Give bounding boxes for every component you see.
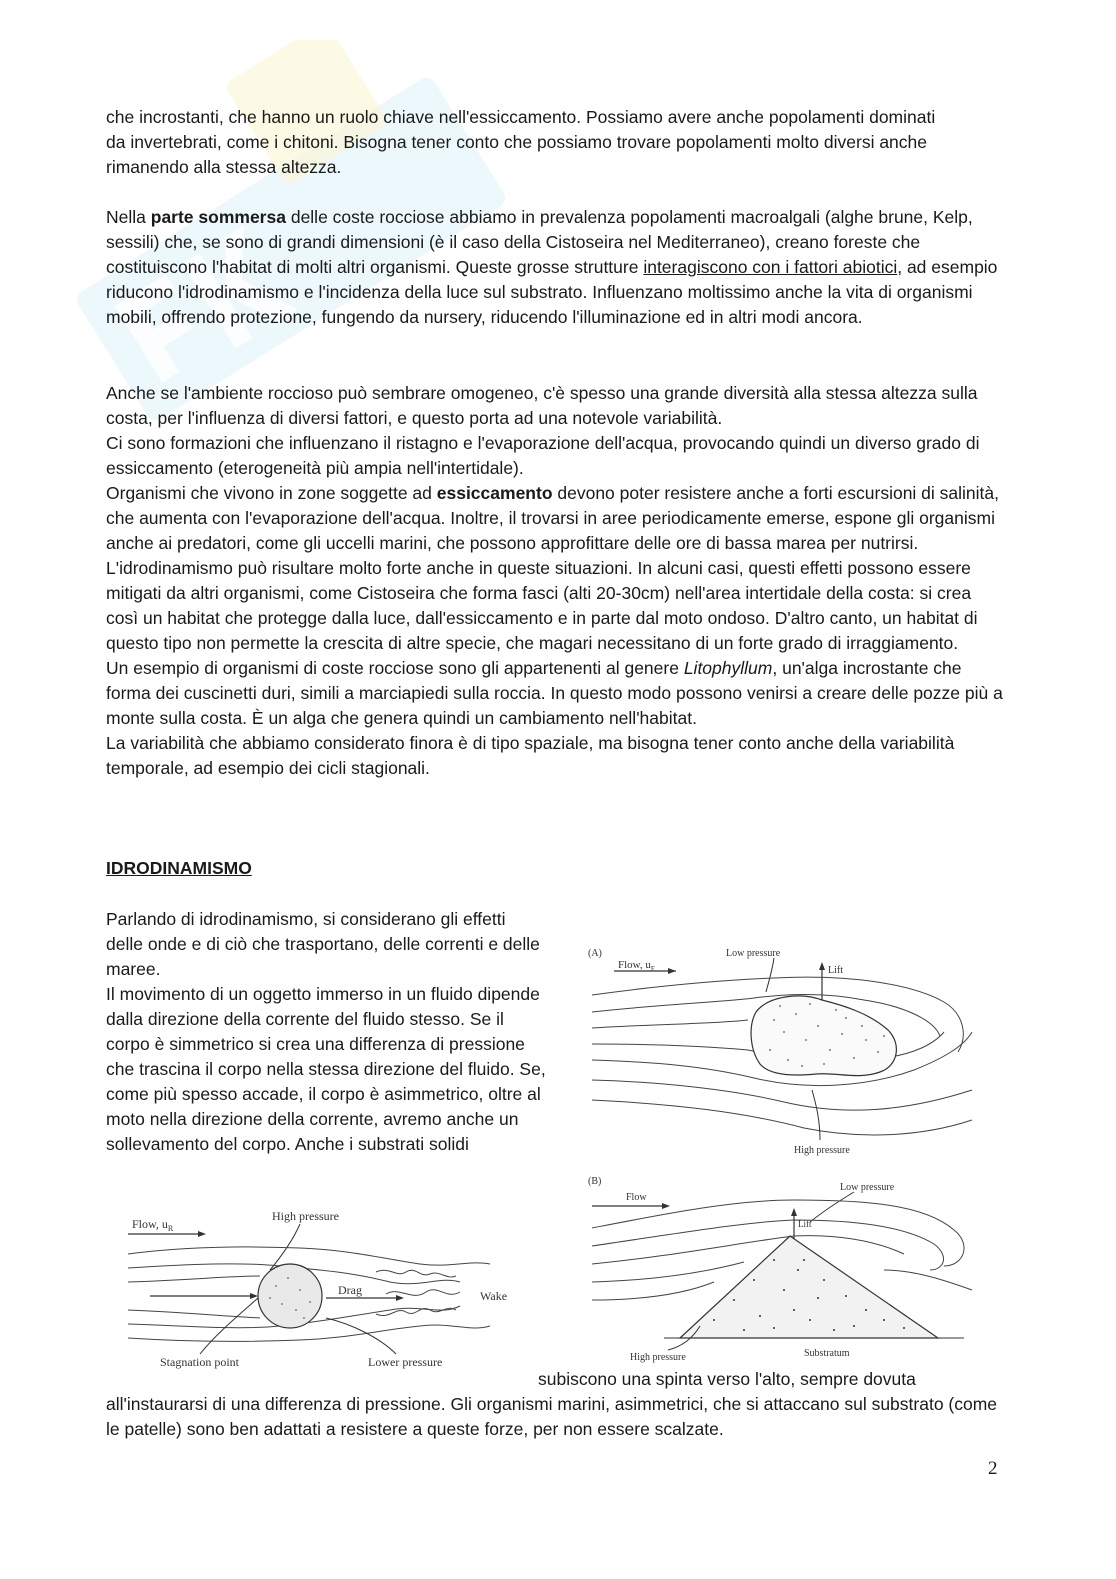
section-column-text: Parlando di idrodinamismo, si considerano gli effetti delle onde e di ciò che trasportano, delle correnti e delle maree. Il movimento di un oggetto immerso in un fluido dipende dalla direzione della corrente del fluido stesso. Se il corpo è simmetrico si crea una differenza di pressione che trascina il corpo nella stessa direzione del fluido. Se, come più spesso accade, il corpo è asimmetrico, oltre al moto nella direzione della corrente, avremo anche un sollevamento del corpo. Anche i substrati solidi (106, 909, 546, 1154)
svg-text:High pressure: High pressure (630, 1352, 686, 1363)
svg-text:Stagnation point: Stagnation point (160, 1355, 239, 1369)
svg-text:Substratum: Substratum (804, 1348, 850, 1359)
bold-term: parte sommersa (150, 207, 286, 227)
svg-text:(B): (B) (588, 1176, 602, 1187)
paragraph-4: Ci sono formazioni che influenzano il ristagno e l'evaporazione dell'acqua, provocando quindi un diverso grado di essiccamento (eterogeneità più ampia nell'intertidale). (106, 433, 980, 478)
paragraph-6: Un esempio di organismi di coste rocciose sono gli appartenenti al genere Litophyllum, un'alga incrostante che forma dei cuscinetti duri, simili a marciapiedi sulla roccia. In questo modo possono venirsi a creare delle pozze più a monte sulla costa. È un alga che genera quindi un cambiamento nell'habitat. (106, 658, 1003, 728)
figure-a (584, 940, 976, 1160)
svg-text:Wake: Wake (480, 1289, 508, 1303)
text-line: che incrostanti, che hanno un ruolo chiave nell'essiccamento. Possiamo avere anche popolamenti dominati (106, 107, 936, 127)
svg-text:High pressure: High pressure (794, 1145, 850, 1156)
svg-text:Lower pressure: Lower pressure (368, 1355, 443, 1369)
bold-term: essiccamento (436, 483, 553, 503)
paragraph-1 (106, 105, 1006, 180)
svg-text:Lift: Lift (798, 1219, 812, 1229)
figure-c (120, 1206, 520, 1376)
svg-text:Low pressure: Low pressure (840, 1182, 895, 1193)
paragraph-3: Anche se l'ambiente roccioso può sembrare omogeneo, c'è spesso una grande diversità alla stessa altezza sulla costa, per l'influenza di diversi fattori, e questo porta ad una notevole variabilità. Ci sono formazioni che influenzano il ristagno e l'evaporazione dell'acqua, provocando quindi un diverso grado di essiccamento (eterogeneità più ampia nell'intertidale). Organismi che vivono in zone soggette ad essiccamento devono poter resistere anche a forti escursioni di salinità, che aumenta con l'evaporazione dell'acqua. Inoltre, il trovarsi in aree periodicamente emerse, espone gli organismi anche ai predatori, come gli uccelli marini, che possono approfittare delle ore di bassa marea per nutrirsi. L'idrodinamismo può risultare molto forte anche in queste situazioni. In alcuni casi, questi effetti possono essere mitigati da altri organismi, come Cistoseira che forma fasci (alti 20-30cm) nell'area intertidale della costa: si crea così un habitat che protegge dalla luce, dall'essiccamento e in parte dal moto ondoso. D'altro canto, un habitat di questo tipo non permette la crescita di altre specie, che magari necessitano di un forte grado di irraggiamento. Un esempio di organismi di coste rocciose sono gli appartenenti al genere Litophyllum, un'alga incrostante che forma dei cuscinetti duri, simili a marciapiedi sulla roccia. In questo modo possono venirsi a creare delle pozze più a monte sulla costa. È un alga che genera quindi un cambiamento nell'habitat. La variabilità che abbiamo considerato finora è di tipo spaziale, ma bisogna tener conto anche della variabilità temporale, ad esempio dei cicli stagionali. (106, 381, 1006, 781)
svg-text:Drag: Drag (338, 1283, 362, 1297)
svg-text:Flow: Flow (626, 1192, 647, 1203)
figure-b (584, 1170, 976, 1365)
svg-text:Flow, uE: Flow, $u_E$ (618, 959, 656, 973)
paragraph-5: Organismi che vivono in zone soggette ad essiccamento devono poter resistere anche a forti escursioni di salinità, che aumenta con l'evaporazione dell'acqua. Inoltre, il trovarsi in aree periodicamente emerse, espone gli organismi anche ai predatori, come gli uccelli marini, che possono approfittare delle ore di bassa marea per nutrirsi. L'idrodinamismo può risultare molto forte anche in queste situazioni. In alcuni casi, questi effetti possono essere mitigati da altri organismi, come Cistoseira che forma fasci (alti 20-30cm) nell'area intertidale della costa: si crea così un habitat che protegge dalla luce, dall'essiccamento e in parte dal moto ondoso. D'altro canto, un habitat di questo tipo non permette la crescita di altre specie, che magari necessitano di un forte grado di irraggiamento. (106, 483, 1000, 653)
figure-panel-label: (A) (588, 948, 602, 959)
text-line: rimanendo alla stessa altezza. (106, 157, 342, 177)
svg-text:High pressure: High pressure (272, 1209, 339, 1223)
closing-paragraph: all'instaurarsi di una differenza di pressione. Gli organismi marini, asimmetrici, che si attaccano sul substrato (come le patelle) sono ben adattati a resistere a queste forze, per non essere scalzate. (106, 1394, 998, 1439)
page-number: 2 (988, 1458, 998, 1479)
text-line: da invertebrati, come i chitoni. Bisogna tener conto che possiamo trovare popolamenti molto diversi anche (106, 132, 927, 152)
svg-text:Flow, uR: Flow, $u_R$ (132, 1217, 174, 1233)
svg-text:Lift: Lift (828, 965, 843, 976)
paragraph-2: Nella parte sommersa delle coste rocciose abbiamo in prevalenza popolamenti macroalgali (alghe brune, Kelp, sessili) che, se sono di grandi dimensioni (è il caso della Cistoseira nel Mediterraneo), creano foreste che costituiscono l'habitat di molti altri organismi. Queste grosse strutture interagiscono con i fattori abiotici, ad esempio riducono l'idrodinamismo e l'incidenza della luce sul substrato. Influenzano moltissimo anche la vita di organismi mobili, offrendo protezione, fungendo da nursery, riducendo l'illuminazione ed in altri modi ancora. (106, 207, 998, 327)
underlined-phrase: interagiscono con i fattori abiotici (643, 257, 898, 277)
paragraph-7: La variabilità che abbiamo considerato finora è di tipo spaziale, ma bisogna tener conto anche della variabilità temporale, ad esempio dei cicli stagionali. (106, 733, 955, 778)
continuation-text: subiscono una spinta verso l'alto, sempre dovuta (538, 1369, 916, 1389)
italic-term: Litophyllum (683, 658, 773, 678)
svg-text:Low pressure: Low pressure (726, 948, 781, 959)
section-heading: IDRODINAMISMO (106, 858, 252, 878)
